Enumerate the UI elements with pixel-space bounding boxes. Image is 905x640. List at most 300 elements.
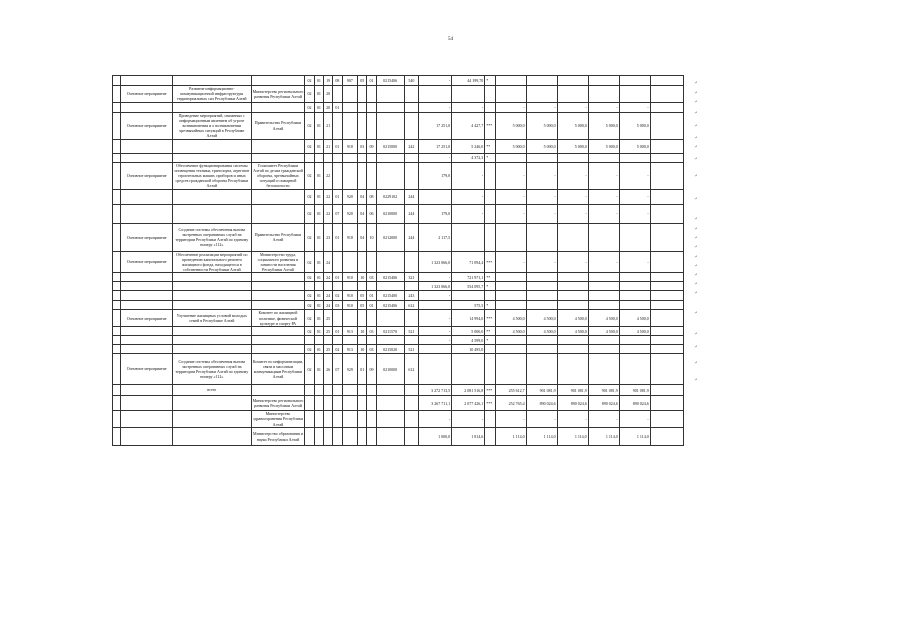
value-cell: -	[619, 411, 650, 428]
event-type-cell: Основное мероприятие	[121, 251, 173, 273]
value-cell	[485, 428, 495, 446]
event-name-cell	[172, 204, 251, 223]
paragraph-mark: ↵	[694, 225, 698, 231]
code-cell: 07	[333, 204, 342, 223]
paragraph-mark: ↵	[694, 143, 698, 149]
value-cell: 71 094,4	[452, 251, 485, 273]
code-cell: 02	[305, 76, 314, 86]
value-cell: 1 114,0	[557, 428, 588, 446]
code-cell	[342, 251, 358, 273]
value-cell: -	[419, 411, 452, 428]
value-cell	[588, 223, 619, 251]
code-cell	[367, 336, 376, 345]
value-cell: **	[485, 327, 495, 336]
value-cell: 4 599,0	[452, 336, 485, 345]
value-cell: 44 199,70	[452, 76, 485, 86]
value-cell: -	[619, 102, 650, 112]
table-row	[113, 345, 684, 354]
code-cell: 0210000	[376, 354, 404, 385]
code-cell: 09	[367, 139, 376, 153]
value-cell: 1 000,0	[419, 428, 452, 446]
executor-cell	[251, 204, 305, 223]
value-cell: 1 323 066,0	[419, 282, 452, 291]
value-cell: -	[419, 336, 452, 345]
table-row	[113, 139, 684, 153]
value-cell	[588, 282, 619, 291]
code-cell: 05	[358, 301, 367, 310]
value-cell	[588, 153, 619, 162]
value-cell: 890 024,6	[557, 396, 588, 411]
code-cell: 01	[333, 139, 342, 153]
value-cell	[419, 345, 452, 354]
event-name-cell: Улучшение жилищных условий молодых семей в Республике Алтай	[172, 310, 251, 327]
value-cell	[588, 336, 619, 345]
value-cell: 890 024,6	[526, 396, 557, 411]
value-cell	[619, 86, 650, 103]
code-cell	[314, 428, 323, 446]
code-cell: 0229102	[376, 189, 404, 204]
code-cell	[358, 411, 367, 428]
event-name-cell	[172, 396, 251, 411]
code-cell	[342, 411, 358, 428]
table-row	[113, 153, 684, 162]
blank-cell	[113, 153, 121, 162]
value-cell	[495, 223, 526, 251]
code-cell	[323, 153, 332, 162]
code-cell: 20	[323, 86, 332, 103]
code-cell: 01	[314, 291, 323, 301]
value-cell: -	[419, 273, 452, 282]
code-cell	[367, 282, 376, 291]
code-cell	[404, 385, 418, 396]
blank-cell	[113, 396, 121, 411]
value-cell	[526, 291, 557, 301]
code-cell: 02	[305, 291, 314, 301]
value-cell	[452, 354, 485, 385]
code-cell: 08	[333, 76, 342, 86]
code-cell: 02	[333, 291, 342, 301]
value-cell	[650, 204, 683, 223]
event-type-cell	[121, 396, 173, 411]
code-cell: 244	[404, 204, 418, 223]
code-cell	[404, 282, 418, 291]
table-row	[113, 336, 684, 345]
code-cell: 25	[323, 327, 332, 336]
value-cell	[495, 336, 526, 345]
value-cell	[485, 189, 495, 204]
code-cell: 21	[323, 139, 332, 153]
code-cell	[333, 396, 342, 411]
value-cell	[619, 273, 650, 282]
code-cell: 929	[342, 354, 358, 385]
code-cell: 0215406	[376, 76, 404, 86]
code-cell: 521	[404, 327, 418, 336]
code-cell	[333, 282, 342, 291]
value-cell: -	[557, 411, 588, 428]
event-type-cell	[121, 273, 173, 282]
code-cell: 04	[358, 204, 367, 223]
code-cell	[376, 102, 404, 112]
value-cell: 575,5	[452, 301, 485, 310]
value-cell: -	[619, 189, 650, 204]
blank-cell	[113, 223, 121, 251]
code-cell	[376, 86, 404, 103]
value-cell: 5 246,0	[452, 139, 485, 153]
value-cell	[619, 301, 650, 310]
code-cell	[333, 428, 342, 446]
code-cell	[323, 411, 332, 428]
value-cell	[650, 251, 683, 273]
event-type-cell	[121, 76, 173, 86]
value-cell: -	[588, 162, 619, 189]
value-cell	[495, 153, 526, 162]
value-cell	[485, 291, 495, 301]
paragraph-marks	[694, 75, 706, 515]
value-cell: -	[526, 204, 557, 223]
code-cell	[376, 162, 404, 189]
code-cell	[333, 411, 342, 428]
table-row	[113, 112, 684, 139]
value-cell: 890 024,6	[619, 396, 650, 411]
code-cell: 25	[323, 310, 332, 327]
paragraph-mark: ↵	[694, 215, 698, 221]
code-cell: 521	[404, 345, 418, 354]
code-cell	[376, 428, 404, 446]
value-cell: -	[588, 102, 619, 112]
code-cell: 01	[314, 273, 323, 282]
blank-cell	[113, 354, 121, 385]
table-row	[113, 223, 684, 251]
code-cell: 01	[333, 223, 342, 251]
value-cell	[650, 273, 683, 282]
code-cell	[305, 396, 314, 411]
code-cell: 01	[358, 354, 367, 385]
code-cell: 913	[342, 327, 358, 336]
value-cell: -	[419, 291, 452, 301]
value-cell	[588, 301, 619, 310]
code-cell: 540	[404, 76, 418, 86]
table-row	[113, 204, 684, 223]
code-cell: 01	[333, 189, 342, 204]
value-cell	[650, 327, 683, 336]
code-cell: 0212000	[376, 223, 404, 251]
executor-cell: Комитет по информатизации, связи и массовым коммуникациям Республики Алтай	[251, 354, 305, 385]
code-cell: 02	[305, 251, 314, 273]
code-cell: 910	[342, 291, 358, 301]
value-cell: -	[619, 251, 650, 273]
value-cell	[419, 189, 452, 204]
blank-cell	[113, 273, 121, 282]
code-cell	[404, 102, 418, 112]
code-cell	[323, 385, 332, 396]
code-cell	[333, 310, 342, 327]
executor-cell	[251, 76, 305, 86]
event-name-cell: Создание системы обеспечения вызова экстренных оперативных служб на территории Республики Алтай по единому номеру «112»	[172, 354, 251, 385]
table-row	[113, 301, 684, 310]
value-cell: 1 114,0	[588, 428, 619, 446]
code-cell	[305, 153, 314, 162]
code-cell	[333, 162, 342, 189]
event-type-cell	[121, 291, 173, 301]
blank-cell	[113, 76, 121, 86]
event-type-cell	[121, 139, 173, 153]
value-cell	[619, 354, 650, 385]
code-cell	[323, 396, 332, 411]
code-cell: 01	[314, 310, 323, 327]
executor-cell	[251, 273, 305, 282]
table-row	[113, 396, 684, 411]
code-cell	[333, 86, 342, 103]
event-type-cell: Основное мероприятие	[121, 223, 173, 251]
value-cell	[557, 301, 588, 310]
code-cell: 03	[367, 327, 376, 336]
event-type-cell: Основное мероприятие	[121, 112, 173, 139]
code-cell: 01	[314, 102, 323, 112]
value-cell	[619, 153, 650, 162]
event-name-cell	[172, 189, 251, 204]
blank-cell	[113, 112, 121, 139]
code-cell: 25	[323, 345, 332, 354]
code-cell	[376, 310, 404, 327]
executor-cell: Министерство образования и науки Республики Алтай	[251, 428, 305, 446]
code-cell	[376, 385, 404, 396]
code-cell: 05	[358, 76, 367, 86]
code-cell: 07	[333, 354, 342, 385]
executor-cell: Госкомитет Республики Алтай по делам гражданской обороны, чрезвычайных ситуаций и пожарной безопасности	[251, 162, 305, 189]
code-cell	[314, 153, 323, 162]
value-cell: -	[419, 76, 452, 86]
page-number: 54	[448, 37, 453, 42]
event-name-cell	[172, 301, 251, 310]
value-cell	[557, 345, 588, 354]
code-cell: 02	[305, 345, 314, 354]
value-cell: -	[419, 310, 452, 327]
code-cell: 10	[367, 223, 376, 251]
value-cell: 2 077 426,1	[452, 396, 485, 411]
code-cell	[376, 411, 404, 428]
value-cell	[588, 345, 619, 354]
executor-cell: Министерство регионального развития Республики Алтай	[251, 396, 305, 411]
value-cell: -	[619, 162, 650, 189]
blank-cell	[113, 204, 121, 223]
table-row	[113, 428, 684, 446]
code-cell	[342, 162, 358, 189]
table-row	[113, 251, 684, 273]
code-cell: 01	[314, 76, 323, 86]
code-cell	[314, 385, 323, 396]
code-cell: 03	[333, 301, 342, 310]
value-cell: *	[485, 76, 495, 86]
paragraph-mark: ↵	[694, 359, 698, 365]
code-cell	[367, 411, 376, 428]
value-cell: 4 500,0	[557, 310, 588, 327]
value-cell: -	[526, 162, 557, 189]
paragraph-mark: ↵	[694, 134, 698, 140]
code-cell: 0211570	[376, 327, 404, 336]
code-cell	[367, 112, 376, 139]
code-cell: 01	[314, 139, 323, 153]
blank-cell	[113, 291, 121, 301]
value-cell	[557, 86, 588, 103]
code-cell: 01	[367, 76, 376, 86]
event-name-cell: Обеспечение функционирования системы оповещения техники, транспорта, агрегатов строительных машин, приборов и иных средств гражданской обороны Республики Алтай	[174, 162, 250, 189]
blank-cell	[113, 310, 121, 327]
event-name-cell	[172, 76, 251, 86]
value-cell	[650, 76, 683, 86]
event-name-cell	[172, 102, 251, 112]
value-cell: ***	[485, 385, 495, 396]
value-cell: 17 251,0	[419, 139, 452, 153]
value-cell: ***	[485, 112, 495, 139]
value-cell: 901 081,9	[526, 385, 557, 396]
code-cell	[358, 310, 367, 327]
value-cell	[557, 354, 588, 385]
paragraph-mark: ↵	[694, 280, 698, 286]
value-cell	[650, 411, 683, 428]
value-cell: ***	[485, 396, 495, 411]
value-cell	[557, 223, 588, 251]
code-cell: 21	[323, 112, 332, 139]
code-cell: 01	[367, 291, 376, 301]
code-cell	[358, 251, 367, 273]
value-cell	[526, 86, 557, 103]
budget-table	[112, 75, 684, 446]
paragraph-mark: ↵	[694, 262, 698, 268]
blank-cell	[113, 385, 121, 396]
value-cell: -	[452, 102, 485, 112]
code-cell: 907	[342, 76, 358, 86]
paragraph-mark: ↵	[694, 377, 698, 382]
value-cell: 721 971,1	[452, 273, 485, 282]
value-cell: -	[619, 204, 650, 223]
value-cell: -	[419, 153, 452, 162]
value-cell	[650, 345, 683, 354]
paragraph-mark: ↵	[694, 123, 698, 128]
blank-cell	[113, 301, 121, 310]
blank-cell	[113, 327, 121, 336]
code-cell: 22	[323, 204, 332, 223]
code-cell: 918	[342, 139, 358, 153]
code-cell	[358, 86, 367, 103]
table-row	[113, 411, 684, 428]
value-cell: -	[419, 327, 452, 336]
paragraph-mark: ↵	[694, 330, 698, 336]
value-cell: 5 000,0	[588, 112, 619, 139]
value-cell	[557, 153, 588, 162]
code-cell: 01	[333, 273, 342, 282]
code-cell	[367, 385, 376, 396]
value-cell	[557, 76, 588, 86]
value-cell	[526, 336, 557, 345]
code-cell	[358, 385, 367, 396]
value-cell	[452, 291, 485, 301]
code-cell: 03	[367, 273, 376, 282]
value-cell	[495, 354, 526, 385]
event-type-cell: Основное мероприятие	[121, 86, 173, 103]
blank-cell	[113, 102, 121, 112]
code-cell	[376, 112, 404, 139]
blank-cell	[113, 336, 121, 345]
code-cell	[342, 336, 358, 345]
code-cell: 01	[314, 189, 323, 204]
event-type-cell	[121, 336, 173, 345]
code-cell	[333, 153, 342, 162]
event-type-cell	[121, 189, 173, 204]
paragraph-mark: ↵	[694, 110, 698, 115]
paragraph-mark: ↵	[694, 172, 698, 178]
code-cell	[367, 396, 376, 411]
code-cell: 242	[404, 139, 418, 153]
event-type-cell	[121, 153, 173, 162]
code-cell	[358, 282, 367, 291]
code-cell: 02	[305, 310, 314, 327]
code-cell: 01	[333, 102, 342, 112]
code-cell: 02	[305, 204, 314, 223]
value-cell: 252 765,4	[495, 396, 526, 411]
code-cell	[323, 428, 332, 446]
value-cell: 5 000,0	[495, 139, 526, 153]
value-cell: 4 500,0	[557, 327, 588, 336]
value-cell: 554 095,7	[452, 282, 485, 291]
executor-cell	[251, 153, 305, 162]
value-cell	[495, 301, 526, 310]
executor-cell	[251, 282, 305, 291]
value-cell: -	[495, 102, 526, 112]
value-cell: -	[452, 162, 485, 189]
value-cell: 10 495,0	[452, 345, 485, 354]
executor-cell: Министерство труда, социального развития и занятости населения Республики Алтай	[251, 251, 305, 273]
event-name-cell: Проведение мероприятий, связанных с информационным явлением об угрозе возникновения и о возникновении чрезвычайных ситуаций в Республике Алтай	[172, 112, 251, 139]
value-cell: -	[526, 189, 557, 204]
blank-cell	[113, 251, 121, 273]
code-cell: 02	[305, 189, 314, 204]
value-cell	[588, 291, 619, 301]
code-cell	[404, 336, 418, 345]
paragraph-mark: ↵	[694, 244, 698, 249]
code-cell	[333, 385, 342, 396]
value-cell	[557, 273, 588, 282]
value-cell	[419, 86, 452, 103]
value-cell: 1 114,0	[619, 428, 650, 446]
executor-cell	[251, 189, 305, 204]
value-cell: 890 024,6	[588, 396, 619, 411]
value-cell: -	[526, 251, 557, 273]
value-cell	[650, 291, 683, 301]
code-cell	[404, 411, 418, 428]
blank-cell	[113, 162, 121, 189]
code-cell	[342, 310, 358, 327]
value-cell	[419, 301, 452, 310]
event-type-cell: Основное мероприятие	[121, 354, 173, 385]
executor-cell: Правительство Республики Алтай	[251, 112, 305, 139]
code-cell: 04	[358, 189, 367, 204]
code-cell: 24	[323, 291, 332, 301]
code-cell	[404, 86, 418, 103]
event-name-cell	[172, 411, 251, 428]
value-cell: -	[557, 251, 588, 273]
event-name-cell: Развитие информационно-коммуникационной инфраструктуры территориальных сил Республики Алтай	[172, 86, 251, 103]
code-cell: 26	[323, 354, 332, 385]
code-cell: 918	[342, 223, 358, 251]
code-cell	[367, 102, 376, 112]
code-cell: 0215400	[376, 291, 404, 301]
code-cell: 24	[323, 251, 332, 273]
event-name-cell: Обеспечение реализации мероприятий по проведению капитального ремонта жилищного фонда, находящегося в собственности Республики Алтай	[172, 251, 251, 273]
code-cell	[404, 310, 418, 327]
value-cell	[419, 354, 452, 385]
code-cell: 02	[305, 86, 314, 103]
code-cell: 08	[367, 189, 376, 204]
